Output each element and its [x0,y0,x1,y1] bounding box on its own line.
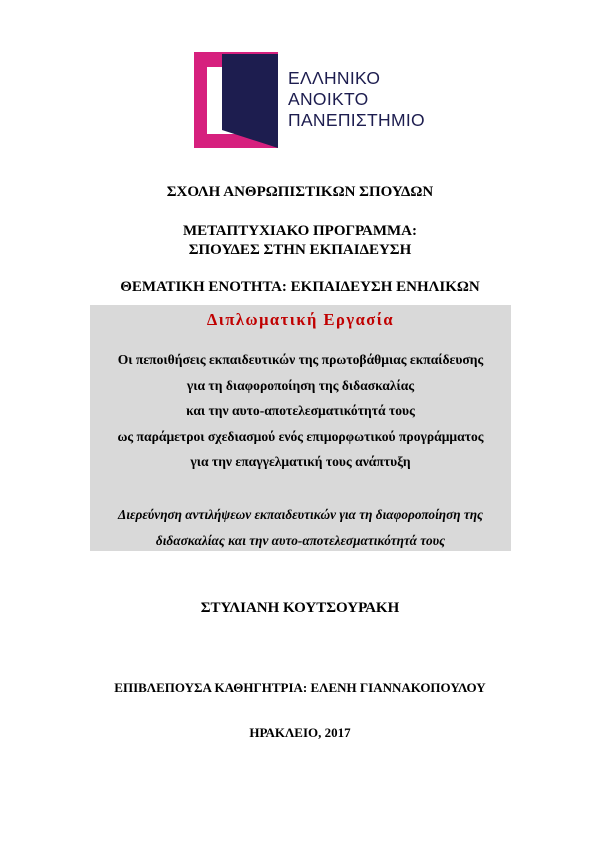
university-logo-mark-icon [194,52,278,148]
program-line-2: ΣΠΟΥΔΕΣ ΣΤΗΝ ΕΚΠΑΙΔΕΥΣΗ [188,242,412,258]
supervisor: ΕΠΙΒΛΕΠΟΥΣΑ ΚΑΘΗΓΗΤΡΙΑ: ΕΛΕΝΗ ΓΙΑΝΝΑΚΟΠΟΥΛΟΥ [114,680,486,695]
author-name: ΣΤΥΛΙΑΝΗ ΚΟΥΤΣΟΥΡΑΚΗ [200,600,400,616]
document-type: Διπλωματική Εργασία [206,310,395,329]
university-name [288,68,425,131]
university-logo [194,52,442,148]
school-name: ΣΧΟΛΗ ΑΝΘΡΩΠΙΣΤΙΚΩΝ ΣΠΟΥΔΩΝ [166,184,434,200]
university-name-line-1: ΕΛΛΗΝΙΚΟ [288,68,381,88]
thesis-title-line-3: και την αυτο-αποτελεσματικότητά τους [186,403,415,418]
thesis-title-line-4: ως παράμετροι σχεδιασμού ενός επιμορφωτικού προγράμματος [117,428,484,444]
university-name-line-3: ΠΑΝΕΠΙΣΤΗΜΙΟ [288,110,425,130]
thesis-title-panel [90,305,511,551]
program-name [0,222,600,260]
university-name-line-2: ΑΝΟΙΚΤΟ [288,89,369,109]
thesis-title [90,347,511,475]
thesis-subtitle [90,502,511,554]
place-and-date: ΗΡΑΚΛΕΙΟ, 2017 [249,725,351,740]
thesis-title-line-5: για την επαγγελματική τους ανάπτυξη [190,454,411,469]
thematic-module: ΘΕΜΑΤΙΚΗ ΕΝΟΤΗΤΑ: ΕΚΠΑΙΔΕΥΣΗ ΕΝΗΛΙΚΩΝ [120,279,480,295]
program-line-1: ΜΕΤΑΠΤΥΧΙΑΚΟ ΠΡΟΓΡΑΜΜΑ: [183,223,417,239]
thesis-subtitle-line-2: διδασκαλίας και την αυτο-αποτελεσματικότητά τους [155,533,446,548]
thesis-subtitle-line-1: Διερεύνηση αντιλήψεων εκπαιδευτικών για τη διαφοροποίηση της [118,507,483,522]
thesis-title-line-2: για τη διαφοροποίηση της διδασκαλίας [186,377,415,393]
thesis-title-line-1: Οι πεποιθήσεις εκπαιδευτικών της πρωτοβάθμιας εκπαίδευσης [117,352,484,367]
